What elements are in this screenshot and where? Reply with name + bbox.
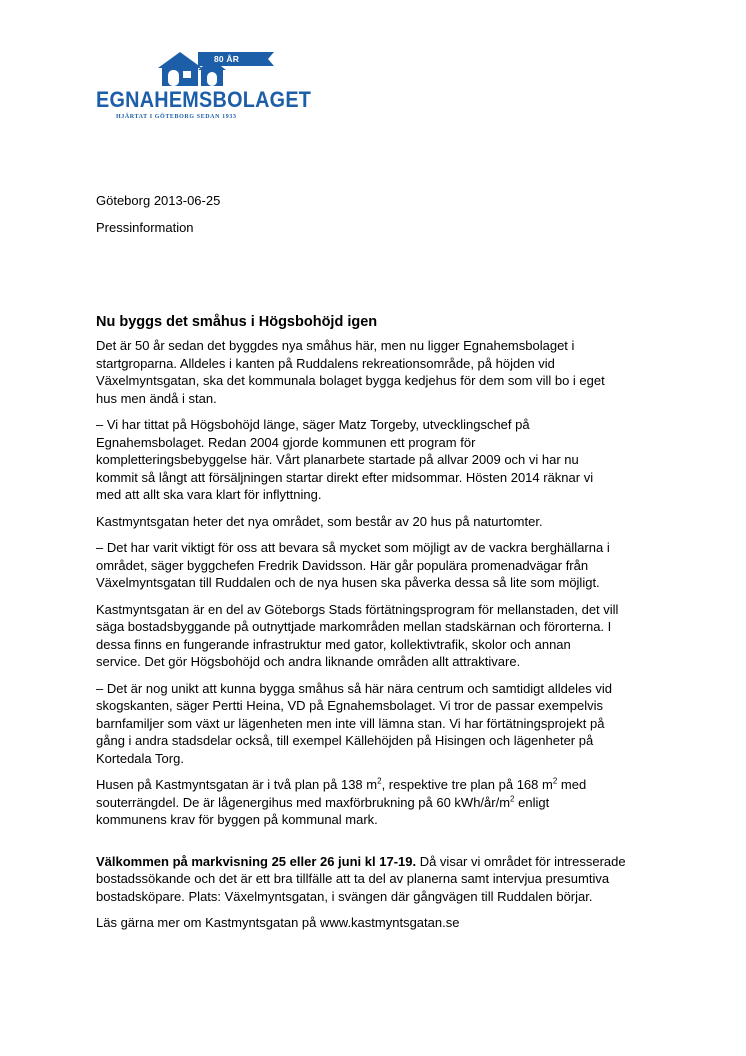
logo-wordmark: EGNAHEMSBOLAGET — [96, 87, 312, 112]
paragraph-5: Kastmyntsgatan är en del av Göteborgs Stads förtätningsprogram för mellanstaden, det vill säga bostadsbyggande på outnyttjade markområden mellan stadskärnan och förorterna. I dessa finns en fungerande infrastruktur med gator, kollektivtrafik, skolor och annan service. Det gör Högsbohöjd och andra liknande områden allt attraktivare. — [96, 601, 619, 669]
paragraph-4: – Det har varit viktigt för oss att bevara så mycket som möjligt av de vackra berghällarna i området, säger byggchefen Fredrik Davidsson. Här går populära promenadvägar från Växelmyntsgatan till Ruddalen och de nya husen ska påverka dessa så lite som möjligt. — [96, 540, 610, 590]
paragraph-1: Det är 50 år sedan det byggdes nya småhus här, men nu ligger Egnahemsbolaget i startgroparna. Alldeles i kanten på Ruddalens rekreationsområde, på höjden vid Växelmyntsgatan, ska det kommunala bolaget bygga kedjehus för dem som vill bo i eget hus men ändå i stan. — [96, 338, 605, 406]
paragraph-6: – Det är nog unikt att kunna bygga småhus så här nära centrum och samtidigt alldeles vid skogskanten, säger Pertti Heina, VD på Egnahemsbolaget. Vi tror de passar exempelvis barnfamiljer som växt ur lägenheten men inte vill lämna stan. Vi har förtätningsprojekt på gång i andra stadsdelar också, till exempel Källehöjden på Hisingen och lägenheter på Kortedala Torg. — [96, 680, 612, 766]
paragraph-3: Kastmyntsgatan heter det nya området, som består av 20 hus på naturtomter. — [96, 513, 543, 529]
read-more-line: Läs gärna mer om Kastmyntsgatan på www.kastmyntsgatan.se — [96, 915, 460, 930]
company-logo — [96, 50, 312, 128]
logo-tagline: HJÄRTAT I GÖTEBORG SEDAN 1933 — [116, 114, 237, 120]
superscript-2: 2 — [510, 794, 515, 804]
anniversary-badge: 80 ÅR — [214, 54, 240, 64]
paragraph-7 — [96, 776, 656, 829]
document-type: Pressinformation — [96, 220, 194, 235]
invitation-paragraph — [96, 853, 656, 906]
paragraph-2: – Vi har tittat på Högsbohöjd länge, säger Matz Torgeby, utvecklingschef på Egnahemsbolaget. Redan 2004 gjorde kommunen ett program för kompletteringsbebyggelse här. Vårt planarbete startade på allvar 2009 och vi har nu kommit så långt att försäljningen startar direkt efter midsommar. Hösten 2014 räknar vi med att allt ska vara klart för inflyttning. — [96, 417, 594, 502]
superscript-2: 2 — [552, 776, 558, 786]
p7-part-c: med souterrängdel. De är lågenergihus med maxförbrukning på 60 kWh/år/m — [96, 777, 587, 810]
invitation-bold: Välkommen på markvisning 25 eller 26 juni kl 17-19. — [96, 853, 417, 869]
p7-part-b: , respektive tre plan på 168 m — [381, 777, 553, 792]
article-title: Nu byggs det småhus i Högsbohöjd igen — [96, 314, 378, 330]
superscript-2: 2 — [377, 776, 382, 786]
article-body — [96, 313, 656, 941]
p7-part-d: enligt kommunens krav för byggen på kommunal mark. — [96, 794, 550, 827]
invitation-text: Då visar vi området för intresserade bostadssökande och det är ett bra tillfälle att ta del av planerna samt intervjua presumtiva bostadsköpare. Plats: Växelmyntsgatan, i svängen där gångvägen till Ruddalen börjar. — [96, 853, 626, 904]
p7-part-a: Husen på Kastmyntsgatan är i två plan på 138 m — [96, 777, 378, 792]
date-line: Göteborg 2013-06-25 — [96, 193, 221, 208]
